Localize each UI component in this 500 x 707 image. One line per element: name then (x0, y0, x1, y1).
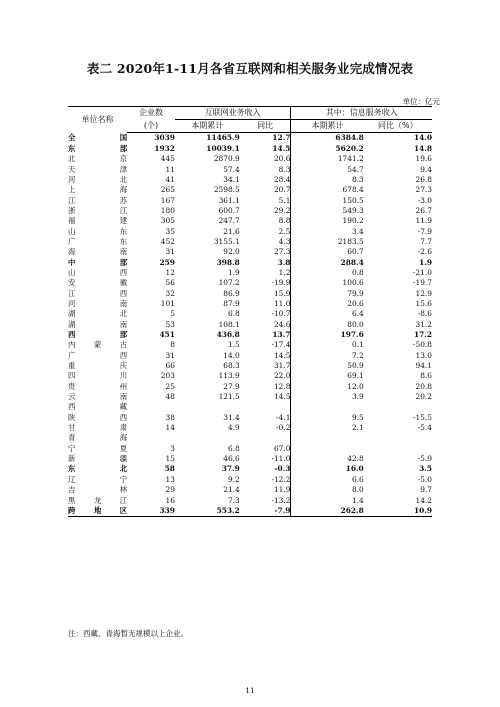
header-unit-name: 单位名称 (68, 107, 127, 133)
cell-rev-yoy: 14.5 (273, 392, 291, 402)
table-row (68, 236, 432, 246)
cell-rev: 600.7 (218, 205, 240, 215)
table-row (68, 443, 432, 453)
header-count: 企业数 (127, 107, 175, 120)
cell-name: 宁夏 (68, 443, 128, 453)
cell-rev: 553.2 (175, 505, 240, 516)
cell-name: 陕西 (68, 412, 128, 422)
cell-count: 8 (170, 340, 175, 350)
cell-name: 云南 (68, 392, 128, 402)
cell-info-yoy: 31.2 (415, 319, 432, 329)
cell-info: 16.0 (291, 464, 364, 474)
cell-name: 西藏 (68, 402, 128, 412)
table-row (68, 505, 432, 516)
cell-name: 吉林 (68, 485, 128, 495)
cell-rev-yoy: -7.9 (240, 505, 291, 516)
cell-info-yoy: 14.0 (413, 133, 432, 143)
cell-rev: 86.9 (223, 288, 240, 298)
cell-info: 6384.8 (291, 133, 364, 144)
cell-info-yoy (364, 433, 432, 443)
cell-info-yoy: 14.2 (415, 495, 432, 505)
table-row (68, 216, 432, 226)
cell-info-yoy: 12.9 (415, 288, 432, 298)
cell-info-yoy: 26.8 (415, 174, 432, 184)
table-row (68, 433, 432, 443)
cell-name: 辽宁 (68, 474, 128, 484)
cell-info: 6.4 (291, 309, 364, 319)
cell-rev-yoy: 67.0 (273, 443, 291, 453)
table-row (68, 495, 432, 505)
cell-rev: 3155.1 (213, 236, 240, 246)
cell-info-yoy: 9.7 (420, 485, 432, 495)
cell-rev: 2598.5 (213, 185, 240, 195)
cell-count: 31 (165, 247, 175, 257)
cell-rev-yoy: -10.7 (271, 309, 291, 319)
cell-count: 3 (170, 443, 175, 453)
cell-name: 江苏 (68, 195, 128, 205)
cell-name: 四川 (68, 371, 128, 381)
cell-info: 54.7 (291, 164, 364, 174)
cell-rev: 247.7 (218, 216, 240, 226)
table-row (68, 226, 432, 236)
cell-rev: 21.4 (223, 485, 240, 495)
table-row (68, 412, 432, 422)
cell-count: 339 (127, 505, 175, 516)
cell-info: 9.5 (291, 412, 364, 422)
cell-rev-yoy (240, 433, 291, 443)
cell-count: 167 (160, 195, 175, 205)
cell-info: 8.3 (291, 174, 364, 184)
cell-name: 湖南 (68, 319, 128, 329)
cell-name: 全国 (68, 133, 128, 143)
cell-name: 天津 (68, 164, 128, 174)
cell-rev: 4.9 (227, 423, 240, 433)
cell-name: 江西 (68, 288, 128, 298)
cell-count: 259 (159, 257, 175, 267)
cell-rev: 11465.9 (206, 133, 240, 143)
table-row (68, 454, 432, 464)
cell-name: 河南 (68, 298, 128, 308)
cell-count: 451 (159, 330, 175, 339)
cell-info: 79.9 (291, 288, 364, 298)
cell-rev-yoy: 12.8 (273, 381, 291, 391)
cell-rev-yoy: 14.5 (272, 143, 291, 153)
cell-info-yoy: -8.6 (417, 309, 432, 319)
cell-info-yoy: 13.0 (415, 350, 432, 360)
cell-info-yoy (364, 402, 432, 412)
cell-name: 山东 (68, 226, 128, 236)
cell-info: 2183.5 (291, 236, 364, 246)
cell-rev-yoy: -19.9 (271, 278, 291, 288)
cell-info: 12.0 (291, 381, 364, 391)
cell-name: 东部 (68, 143, 128, 153)
cell-count: 265 (160, 185, 175, 195)
table-row (68, 247, 432, 257)
cell-rev: 361.1 (218, 195, 240, 205)
table-row (68, 402, 432, 412)
cell-info-yoy: 10.9 (364, 505, 432, 516)
cell-rev: 46.6 (223, 454, 240, 464)
cell-info-yoy: 26.7 (415, 205, 432, 215)
header-yoy-pct: 同比（%） (364, 120, 432, 133)
table-row (68, 361, 432, 371)
cell-info-yoy: 20.8 (415, 381, 432, 391)
cell-rev-yoy: -11.0 (271, 454, 291, 464)
cell-rev-yoy: -13.2 (271, 495, 291, 505)
cell-name: 上海 (68, 185, 128, 195)
cell-info: 6.6 (291, 474, 364, 484)
cell-info-yoy: 27.3 (415, 185, 432, 195)
cell-info-yoy (364, 443, 432, 453)
cell-rev-yoy: 28.4 (273, 174, 291, 184)
cell-info-yoy: 17.2 (413, 330, 432, 339)
cell-count: 25 (165, 381, 175, 391)
cell-count: 56 (165, 278, 175, 288)
cell-name: 黑龙江 (68, 495, 128, 505)
table-row (68, 164, 432, 174)
cell-count: 180 (160, 205, 175, 215)
cell-info-yoy: 1.9 (419, 257, 432, 267)
cell-rev-yoy: -4.1 (276, 412, 291, 422)
cell-rev: 37.9 (221, 464, 240, 474)
cell-rev: 34.1 (223, 174, 240, 184)
cell-info (291, 402, 364, 412)
table-row (68, 423, 432, 433)
table-row (68, 288, 432, 298)
cell-name: 山西 (68, 267, 128, 277)
cell-info-yoy: -50.8 (413, 340, 432, 350)
cell-rev-yoy: 13.7 (272, 330, 291, 339)
cell-rev: 21.6 (223, 226, 240, 236)
cell-rev-yoy: 1.2 (278, 267, 291, 277)
cell-count: 16 (165, 495, 175, 505)
cell-rev: 436.8 (216, 330, 240, 339)
cell-info (291, 443, 364, 453)
cell-count: 58 (164, 464, 175, 474)
page-number: 11 (245, 686, 255, 695)
cell-count: 12 (165, 267, 175, 277)
cell-info: 60.7 (291, 247, 364, 257)
cell-rev: 7.3 (227, 495, 240, 505)
cell-rev-yoy: 8.3 (278, 164, 291, 174)
cell-rev: 9.2 (227, 474, 240, 484)
cell-info: 197.6 (291, 330, 364, 340)
cell-name: 内蒙古 (68, 340, 128, 350)
cell-info: 0.1 (291, 340, 364, 350)
cell-info-yoy: 8.6 (420, 371, 432, 381)
cell-rev-yoy: 27.3 (273, 247, 291, 257)
table-row (68, 381, 432, 391)
cell-name: 贵州 (68, 381, 128, 391)
cell-info-yoy: -19.7 (413, 278, 432, 288)
cell-rev-yoy (240, 402, 291, 412)
cell-count: 1932 (154, 143, 175, 153)
cell-name: 湖北 (68, 309, 128, 319)
cell-count: 3039 (154, 133, 175, 143)
table-row (68, 474, 432, 484)
cell-rev (175, 402, 240, 412)
cell-name: 西部 (68, 330, 128, 339)
cell-rev: 14.0 (223, 350, 240, 360)
cell-info-yoy: -3.0 (417, 195, 432, 205)
cell-count: 29 (165, 485, 175, 495)
cell-rev-yoy: 22.0 (273, 371, 291, 381)
cell-name: 河北 (68, 174, 128, 184)
cell-count: 305 (160, 216, 175, 226)
cell-info-yoy: 9.4 (420, 164, 432, 174)
header-revenue: 互联网业务收入 (175, 107, 291, 120)
table-row (68, 154, 432, 164)
cell-name: 跨地区 (68, 505, 128, 515)
cell-info-yoy: -21.0 (413, 267, 432, 277)
cell-info: 100.6 (291, 278, 364, 288)
cell-rev-yoy: 2.5 (278, 226, 291, 236)
cell-count: 38 (165, 412, 175, 422)
cell-rev-yoy: 20.6 (273, 154, 291, 164)
cell-count: 452 (160, 236, 175, 246)
table-row (68, 350, 432, 360)
table-row (68, 340, 432, 350)
cell-info: 8.0 (291, 485, 364, 495)
cell-info-yoy: 94.1 (415, 361, 432, 371)
cell-info: 50.9 (291, 361, 364, 371)
cell-count: 445 (160, 154, 175, 164)
cell-rev: 121.5 (218, 392, 240, 402)
cell-rev-yoy: -12.2 (271, 474, 291, 484)
cell-name: 青海 (68, 433, 128, 443)
cell-name: 广西 (68, 350, 128, 360)
cell-rev: 68.3 (223, 361, 240, 371)
header-count-unit: (个) (127, 120, 175, 133)
cell-name: 北京 (68, 154, 128, 164)
cell-info: 20.6 (291, 299, 364, 309)
cell-rev-yoy: -0.2 (276, 423, 291, 433)
cell-info: 42.8 (291, 454, 364, 464)
cell-rev-yoy: 12.7 (272, 133, 291, 143)
table-row (68, 319, 432, 329)
cell-info: 678.4 (291, 185, 364, 195)
unit-label: 单位：亿元 (402, 97, 440, 106)
cell-name: 福建 (68, 216, 128, 226)
cell-count (127, 402, 175, 412)
cell-rev-yoy: 11.9 (273, 485, 291, 495)
cell-count: 48 (165, 392, 175, 402)
cell-name: 浙江 (68, 205, 128, 215)
cell-info: 69.1 (291, 371, 364, 381)
cell-info: 80.0 (291, 319, 364, 329)
cell-rev: 10039.1 (206, 143, 240, 153)
cell-rev-yoy: -17.4 (271, 340, 291, 350)
cell-rev-yoy: 4.3 (278, 236, 291, 246)
cell-count: 31 (165, 350, 175, 360)
cell-rev: 6.8 (227, 309, 240, 319)
cell-info: 3.4 (291, 226, 364, 236)
cell-info: 3.9 (291, 392, 364, 402)
cell-name: 中部 (68, 257, 128, 267)
cell-rev: 6.8 (227, 443, 240, 453)
cell-name: 海南 (68, 247, 128, 257)
table-row (68, 267, 432, 277)
cell-rev-yoy: 15.9 (273, 288, 291, 298)
cell-rev-yoy: -0.3 (274, 464, 291, 474)
cell-rev-yoy: 5.1 (278, 195, 291, 205)
cell-count: 203 (160, 371, 175, 381)
cell-rev-yoy: 14.5 (273, 350, 291, 360)
cell-info-yoy: -2.6 (417, 247, 432, 257)
cell-rev-yoy: 8.8 (278, 216, 291, 226)
cell-info-yoy: 11.9 (415, 216, 432, 226)
table-row (68, 299, 432, 309)
table-row (68, 143, 432, 153)
cell-info-yoy: 15.6 (415, 298, 432, 308)
cell-rev: 398.8 (216, 257, 240, 267)
cell-info-yoy: 3.5 (419, 464, 432, 474)
cell-count: 101 (160, 298, 175, 308)
cell-rev-yoy: 29.2 (273, 205, 291, 215)
cell-rev: 113.9 (218, 371, 240, 381)
header-cumulative-info: 本期累计 (291, 120, 364, 133)
cell-name: 重庆 (68, 361, 128, 371)
cell-info: 2.1 (291, 423, 364, 433)
cell-name: 东北 (68, 464, 128, 474)
cell-rev-yoy: 3.8 (277, 257, 291, 267)
cell-rev-yoy: 11.0 (273, 298, 291, 308)
cell-count: 41 (165, 174, 175, 184)
table-row (68, 205, 432, 215)
table-row (68, 278, 432, 288)
table-row (68, 257, 432, 267)
cell-info: 1.4 (291, 495, 364, 505)
table-row (68, 185, 432, 195)
cell-info: 7.2 (291, 350, 364, 360)
cell-info: 5620.2 (291, 143, 364, 153)
cell-count: 66 (165, 361, 175, 371)
header-info-revenue: 其中：信息服务收入 (291, 107, 432, 120)
cell-info-yoy: 7.7 (420, 236, 432, 246)
cell-count: 15 (165, 454, 175, 464)
cell-info-yoy: -7.9 (417, 226, 432, 236)
cell-rev: 108.1 (218, 319, 240, 329)
table-body (68, 133, 432, 517)
table-row (68, 133, 432, 144)
cell-info: 1741.2 (291, 154, 364, 164)
cell-info-yoy: 19.6 (415, 154, 432, 164)
cell-info-yoy: -5.9 (417, 454, 432, 464)
cell-rev-yoy: 20.7 (273, 185, 291, 195)
cell-info: 288.4 (291, 257, 364, 267)
cell-count: 14 (165, 423, 175, 433)
cell-rev: 2870.9 (213, 154, 240, 164)
cell-rev: 31.4 (223, 412, 240, 422)
table-row (68, 371, 432, 381)
cell-info-yoy: -5.0 (417, 474, 432, 484)
cell-count (127, 433, 175, 443)
table-row (68, 330, 432, 340)
cell-info: 0.8 (291, 267, 364, 277)
table-row (68, 195, 432, 205)
cell-rev: 87.9 (223, 298, 240, 308)
cell-rev-yoy: 31.7 (273, 361, 291, 371)
cell-rev: 107.2 (218, 278, 240, 288)
cell-name: 新疆 (68, 454, 128, 464)
cell-info-yoy: -5.4 (417, 423, 432, 433)
cell-count: 35 (165, 226, 175, 236)
cell-info-yoy: 20.2 (415, 392, 432, 402)
table-row (68, 392, 432, 402)
cell-info: 262.8 (291, 505, 364, 516)
table-row (68, 174, 432, 184)
cell-name: 甘肃 (68, 423, 128, 433)
table-row (68, 485, 432, 495)
cell-rev: 92.0 (223, 247, 240, 257)
cell-rev (175, 433, 240, 443)
cell-rev: 27.9 (223, 381, 240, 391)
footnote: 注：西藏、青海暂无规模以上企业。 (68, 629, 188, 638)
table-row (68, 309, 432, 319)
cell-count: 5 (170, 309, 175, 319)
cell-count: 32 (165, 288, 175, 298)
table-row (68, 464, 432, 474)
cell-count: 13 (165, 474, 175, 484)
cell-rev-yoy: 24.6 (273, 319, 291, 329)
cell-info: 549.3 (291, 205, 364, 215)
cell-info-yoy: 14.8 (413, 143, 432, 153)
header-cumulative: 本期累计 (175, 120, 240, 133)
cell-count: 11 (165, 164, 175, 174)
cell-info: 150.5 (291, 195, 364, 205)
cell-rev: 57.4 (223, 164, 240, 174)
cell-count: 53 (165, 319, 175, 329)
header-yoy: 同比 (240, 120, 291, 133)
cell-name: 安徽 (68, 278, 128, 288)
cell-info: 190.2 (291, 216, 364, 226)
cell-name: 广东 (68, 236, 128, 246)
stats-table (68, 106, 432, 517)
cell-rev: 1.9 (227, 267, 240, 277)
table-title: 表二 2020年1-11月各省互联网和相关服务业完成情况表 (86, 61, 414, 76)
cell-rev: 1.5 (227, 340, 240, 350)
cell-info (291, 433, 364, 443)
cell-info-yoy: -15.5 (413, 412, 432, 422)
